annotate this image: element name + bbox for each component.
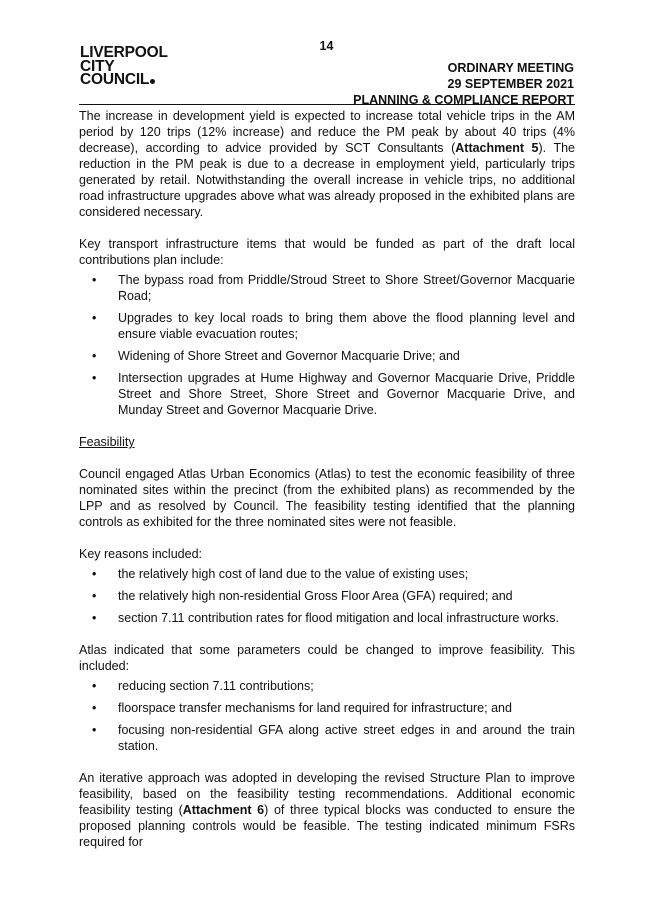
meeting-type: ORDINARY MEETING: [447, 61, 574, 75]
header-divider: [79, 104, 575, 105]
transport-items-list: [79, 272, 575, 418]
logo-dot-icon: [150, 79, 155, 84]
paragraph-traffic: The increase in development yield is expected to increase total vehicle trips in the AM period by 120 trips (12% increase) and reduce the PM peak by about 40 trips (4% decrease), according to advice provided by SCT Consultants (Attachment 5). The reduction in the PM peak is due to a decrease in employment yield, particularly trips generated by retail. Notwithstanding the overall increase in vehicle trips, no additional road infrastructure upgrades above what was already proposed in the exhibited plans are considered necessary.: [79, 109, 575, 219]
paragraph-reasons-intro: Key reasons included:: [79, 547, 202, 561]
list-item: • Widening of Shore Street and Governor Macquarie Drive; and: [79, 348, 575, 364]
parameters-list: [79, 678, 575, 754]
logo-line-1: LIVERPOOL: [80, 44, 168, 61]
paragraph-parameters-intro: Atlas indicated that some parameters could be changed to improve feasibility. This included:: [79, 643, 575, 673]
feasibility-heading: Feasibility: [79, 435, 135, 449]
attachment-5-reference: Attachment 5: [455, 141, 539, 155]
list-item: • floorspace transfer mechanisms for land required for infrastructure; and: [79, 700, 575, 716]
list-item: • focusing non-residential GFA along active street edges in and around the train station.: [79, 722, 575, 754]
meeting-date: 29 SEPTEMBER 2021: [447, 77, 574, 91]
report-title: PLANNING & COMPLIANCE REPORT: [353, 93, 574, 107]
list-item: • Upgrades to key local roads to bring them above the flood planning level and ensure viable evacuation routes;: [79, 310, 575, 342]
meeting-header: [353, 60, 574, 108]
page-number: 14: [319, 39, 334, 53]
paragraph-atlas: Council engaged Atlas Urban Economics (Atlas) to test the economic feasibility of three nominated sites within the precinct (from the exhibited plans) as recommended by the LPP and as resolved by Council. The feasibility testing identified that the planning controls as exhibited for the three nominated sites were not feasible.: [79, 467, 575, 529]
logo-line-3: COUNCIL: [80, 71, 150, 88]
logo-line-2: CITY: [80, 57, 115, 75]
list-item: • Intersection upgrades at Hume Highway and Governor Macquarie Drive, Priddle Street and Shore Street, Shore Street and Governor Macquarie Drive, and Munday Street and Governor Macquarie Drive.: [79, 370, 575, 418]
attachment-6-reference: Attachment 6: [182, 803, 265, 817]
list-item: • reducing section 7.11 contributions;: [79, 678, 575, 694]
paragraph-iterative: An iterative approach was adopted in developing the revised Structure Plan to improve feasibility, based on the feasibility testing recommendations. Additional economic feasibility testing (Attachment 6) of three typical blocks was conducted to ensure the proposed planning controls would be feasible. The testing indicated minimum FSRs required for: [79, 771, 575, 849]
reasons-list: [79, 566, 575, 626]
list-item: • The bypass road from Priddle/Stroud Street to Shore Street/Governor Macquarie Road;: [79, 272, 575, 304]
report-body: [79, 108, 575, 866]
list-item: • the relatively high non-residential Gross Floor Area (GFA) required; and: [79, 588, 575, 604]
list-item: • the relatively high cost of land due to the value of existing uses;: [79, 566, 575, 582]
list-item: • section 7.11 contribution rates for flood mitigation and local infrastructure works.: [79, 610, 575, 626]
council-logo: [80, 46, 168, 87]
paragraph-transport-intro: Key transport infrastructure items that would be funded as part of the draft local contributions plan include:: [79, 237, 575, 267]
